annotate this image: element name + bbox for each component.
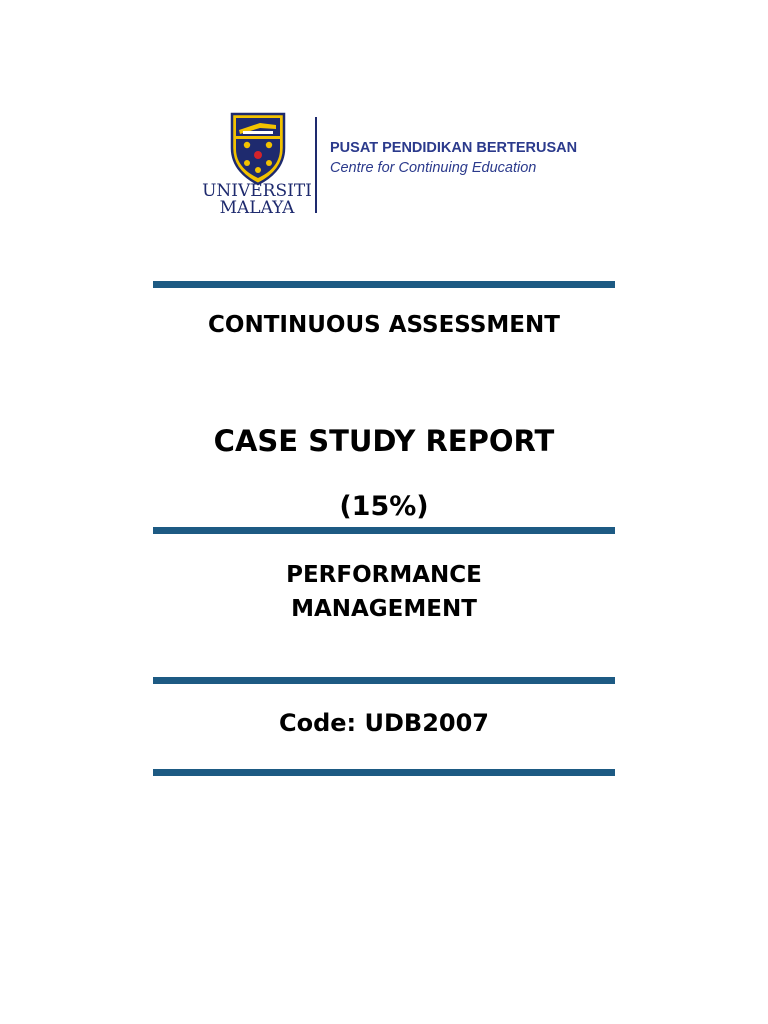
- university-crest-logo: [230, 112, 286, 186]
- rule-bar-3: [153, 677, 615, 684]
- course-title-line1: PERFORMANCE: [286, 562, 482, 588]
- weight-percentage: (15%): [339, 491, 429, 522]
- university-name-line2: MALAYA: [219, 198, 295, 218]
- course-code: Code: UDB2007: [278, 709, 489, 737]
- university-name: [196, 183, 318, 217]
- bottom-rule-bar: [153, 769, 615, 776]
- report-title: CASE STUDY REPORT: [213, 424, 555, 458]
- course-title-line2: MANAGEMENT: [291, 596, 477, 622]
- assessment-type-heading: CONTINUOUS ASSESSMENT: [208, 312, 560, 338]
- rule-bar-2: [153, 527, 615, 534]
- course-title: [0, 558, 768, 626]
- centre-name-malay: PUSAT PENDIDIKAN BERTERUSAN: [330, 140, 578, 156]
- centre-name-english: Centre for Continuing Education: [330, 160, 537, 176]
- top-rule-bar: [153, 281, 615, 288]
- university-name-line1: UNIVERSITI: [202, 181, 312, 201]
- header-divider: [315, 117, 317, 213]
